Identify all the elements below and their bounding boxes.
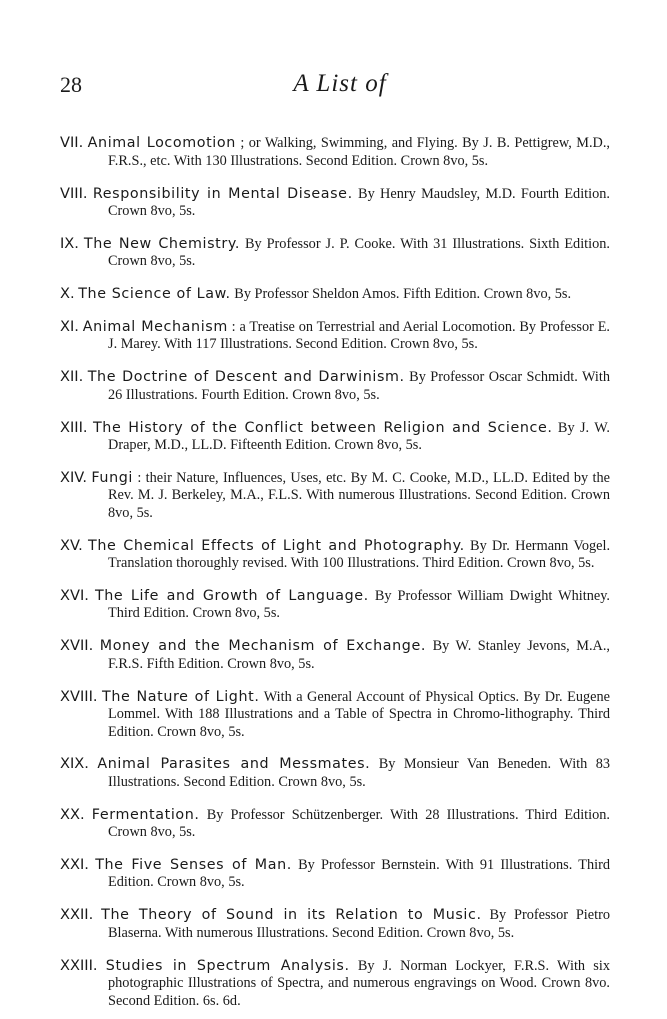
entry-number: XI. xyxy=(60,317,79,335)
entry-title: Responsibility in Mental Disease. xyxy=(92,185,353,202)
list-item xyxy=(60,318,610,354)
entry-number: XVIII. xyxy=(60,687,98,705)
entry-title: The New Chemistry. xyxy=(83,235,240,252)
entry-title: Studies in Spectrum Analysis. xyxy=(105,957,350,974)
list-item xyxy=(60,806,610,842)
entry-text: By Professor J. P. Cooke. With 31 Illustrations. Sixth Edition. Crown 8vo, 5s. xyxy=(108,235,610,270)
entry-title: Fermentation. xyxy=(91,806,200,823)
entry-text: By J. Norman Lockyer, F.R.S. With six photographic Illustrations of Spectra, and numerous engravings on Wood. Crown 8vo. Second Edition. 6s. 6d. xyxy=(108,957,610,1009)
list-item xyxy=(60,419,610,455)
entry-title: The Life and Growth of Language. xyxy=(94,587,369,604)
entry-text: By Professor William Dwight Whitney. Third Edition. Crown 8vo, 5s. xyxy=(108,587,611,622)
entry-text: or Walking, Swimming, and Flying. By J. B. Pettigrew, M.D., F.R.S., etc. With 130 Illustrations. Second Edition. Crown 8vo, 5s. xyxy=(108,135,611,169)
entry-title: Animal Locomotion xyxy=(87,135,236,152)
entry-title: The Nature of Light. xyxy=(102,688,260,705)
entry-title: Animal Mechanism xyxy=(82,318,228,335)
list-item xyxy=(60,537,610,573)
entry-number: XXI. xyxy=(60,855,89,873)
entry-title: The Doctrine of Descent and Darwinism. xyxy=(87,369,405,386)
list-item xyxy=(60,906,610,942)
entry-title: The History of the Conflict between Religion and Science. xyxy=(92,419,553,436)
list-item xyxy=(60,587,610,623)
entry-title: The Theory of Sound in its Relation to Music. xyxy=(101,907,482,924)
entry-title: The Chemical Effects of Light and Photography. xyxy=(88,537,465,554)
entry-separator: : xyxy=(227,318,240,335)
entry-number: XVI. xyxy=(60,586,89,604)
running-title: A List of xyxy=(293,70,387,97)
page-number: 28 xyxy=(60,72,82,97)
list-item xyxy=(60,637,610,673)
entry-number: XII. xyxy=(60,368,84,386)
entry-text: a Treatise on Terrestrial and Aerial Locomotion. By Professor E. J. Marey. With 117 Illustrations. Second Edition. Crown 8vo, 5s. xyxy=(108,318,611,353)
entry-text: By Professor Sheldon Amos. Fifth Edition. Crown 8vo, 5s. xyxy=(234,286,572,303)
entry-number: XXII. xyxy=(60,906,94,924)
list-item xyxy=(60,185,610,221)
entry-number: XVII. xyxy=(60,637,94,655)
entry-text: By J. W. Draper, M.D., LL.D. Fifteenth Edition. Crown 8vo, 5s. xyxy=(108,419,610,454)
list-item xyxy=(60,755,610,791)
list-item xyxy=(60,368,610,404)
entry-number: XIII. xyxy=(60,418,88,436)
entry-title: The Five Senses of Man. xyxy=(95,856,292,873)
entry-text: By Dr. Hermann Vogel. Translation thoroughly revised. With 100 Illustrations. Third Edition. Crown 8vo, 5s. xyxy=(108,537,611,572)
entry-separator: : xyxy=(133,469,146,486)
entry-number: VII. xyxy=(60,134,84,152)
entry-number: VIII. xyxy=(60,184,88,202)
entry-separator xyxy=(200,807,207,823)
list-item xyxy=(60,688,610,742)
list-item xyxy=(60,134,610,170)
list-item xyxy=(60,856,610,892)
entry-number: XIX. xyxy=(60,755,89,773)
entry-text: their Nature, Influences, Uses, etc. By M. C. Cooke, M.D., LL.D. Edited by the Rev. M. J. Berkeley, M.A., F.L.S. With numerous Illustrations. Second Edition. Crown 8vo, 5s. xyxy=(108,469,610,521)
list-item xyxy=(60,285,610,304)
entry-text: By Professor Pietro Blaserna. With numerous Illustrations. Second Edition. Crown 8vo, 5s. xyxy=(108,907,610,941)
entry-title: Money and the Mechanism of Exchange. xyxy=(99,638,427,655)
entry-text: With a General Account of Physical Optics. By Dr. Eugene Lommel. With 188 Illustrations and a Table of Spectra in Chromo-lithography. Third Edition. Crown 8vo, 5s. xyxy=(108,688,610,740)
entry-text: By Henry Maudsley, M.D. Fourth Edition. Crown 8vo, 5s. xyxy=(108,185,610,220)
entry-text: By Professor Bernstein. With 91 Illustrations. Third Edition. Crown 8vo, 5s. xyxy=(108,856,611,891)
entry-number: XV. xyxy=(60,536,83,554)
list-item xyxy=(60,957,610,1011)
entry-number: XIV. xyxy=(60,468,88,486)
entry-title: Fungi xyxy=(91,469,133,486)
entry-text: By W. Stanley Jevons, M.A., F.R.S. Fifth Edition. Crown 8vo, 5s. xyxy=(108,638,610,672)
book-list xyxy=(60,120,610,1019)
entry-number: XXIII. xyxy=(60,956,98,974)
page-header xyxy=(60,72,620,102)
entry-text: By Professor Schützenberger. With 28 Illustrations. Third Edition. Crown 8vo, 5s. xyxy=(108,806,610,841)
entry-separator: ; xyxy=(235,135,249,152)
entry-separator xyxy=(350,958,358,974)
entry-separator xyxy=(370,756,378,772)
entry-text: By Monsieur Van Beneden. With 83 Illustrations. Second Edition. Crown 8vo, 5s. xyxy=(108,756,611,790)
entry-text: By Professor Oscar Schmidt. With 26 Illustrations. Fourth Edition. Crown 8vo, 5s. xyxy=(108,369,610,403)
entry-number: XX. xyxy=(60,805,85,823)
list-item xyxy=(60,469,610,523)
entry-number: IX. xyxy=(60,234,79,252)
entry-title: Animal Parasites and Messmates. xyxy=(97,756,371,773)
entry-number: X. xyxy=(60,285,75,303)
entry-title: The Science of Law. xyxy=(78,286,231,303)
list-item xyxy=(60,235,610,271)
